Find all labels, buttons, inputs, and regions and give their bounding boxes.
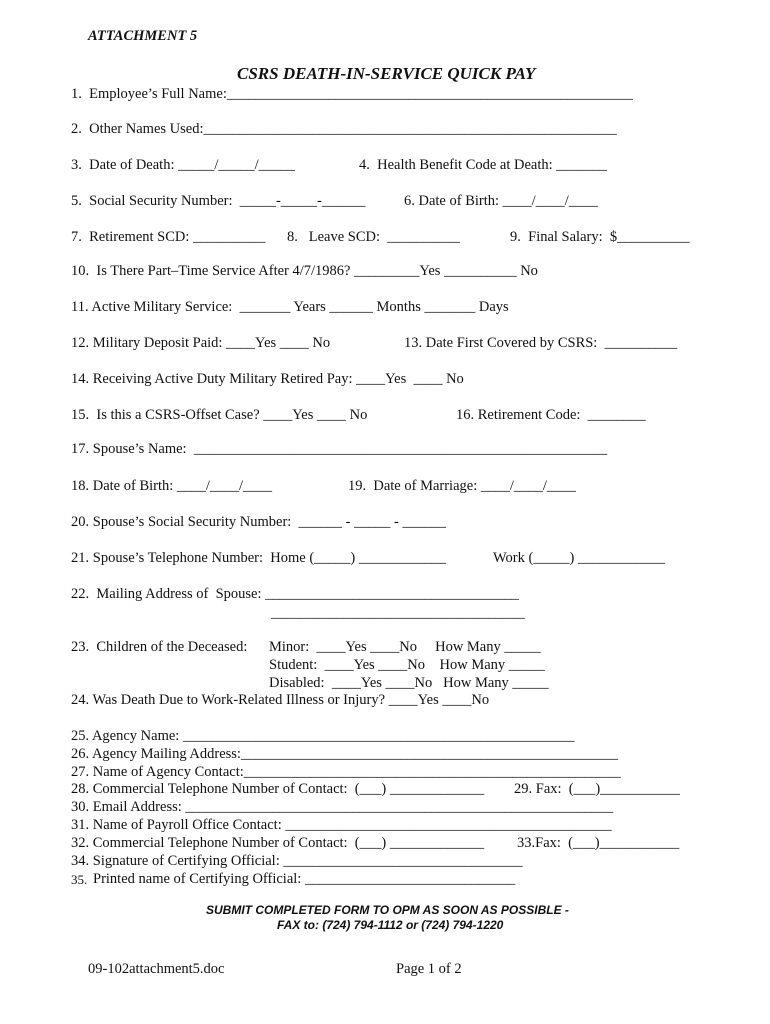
field-certifying-signature[interactable]: 34. Signature of Certifying Official: _________________________________ bbox=[71, 853, 523, 869]
fax-instruction: FAX to: (724) 794-1112 or (724) 794-1220 bbox=[277, 918, 504, 932]
field-employee-full-name[interactable]: 1. Employee’s Full Name:________________________________________________________ bbox=[71, 86, 633, 102]
field-date-of-marriage[interactable]: 19. Date of Marriage: ____/____/____ bbox=[348, 478, 576, 494]
field-agency-contact-phone[interactable]: 28. Commercial Telephone Number of Contact: (___) _____________ bbox=[71, 781, 485, 797]
footer-filename: 09-102attachment5.doc bbox=[88, 961, 225, 977]
field-children-minor[interactable]: Minor: ____Yes ____No How Many _____ bbox=[269, 639, 541, 655]
field-payroll-contact-phone[interactable]: 32. Commercial Telephone Number of Contact: (___) _____________ bbox=[71, 835, 485, 851]
attachment-label: ATTACHMENT 5 bbox=[88, 28, 198, 44]
field-date-of-birth[interactable]: 6. Date of Birth: ____/____/____ bbox=[404, 193, 598, 209]
field-children-student[interactable]: Student: ____Yes ____No How Many _____ bbox=[269, 657, 546, 673]
field-spouse-home-phone[interactable]: 21. Spouse’s Telephone Number: Home (_____) ____________ bbox=[71, 550, 446, 566]
field-health-benefit-code[interactable]: 4. Health Benefit Code at Death: _______ bbox=[359, 157, 608, 173]
children-label: 23. Children of the Deceased: bbox=[71, 639, 248, 655]
footer-page-number: Page 1 of 2 bbox=[396, 961, 462, 977]
form-title: CSRS DEATH-IN-SERVICE QUICK PAY bbox=[237, 64, 536, 83]
field-social-security-number[interactable]: 5. Social Security Number: _____-_____-______ bbox=[71, 193, 366, 209]
submit-instruction: SUBMIT COMPLETED FORM TO OPM AS SOON AS POSSIBLE - bbox=[206, 903, 569, 917]
field-military-deposit-paid[interactable]: 12. Military Deposit Paid: ____Yes ____ No bbox=[71, 335, 331, 351]
field-csrs-offset-case[interactable]: 15. Is this a CSRS-Offset Case? ____Yes ____ No bbox=[71, 407, 368, 423]
field-work-related-death[interactable]: 24. Was Death Due to Work-Related Illness or Injury? ____Yes ____No bbox=[71, 692, 490, 708]
field-leave-scd[interactable]: 8. Leave SCD: __________ bbox=[287, 229, 460, 245]
field-agency-name[interactable]: 25. Agency Name: ______________________________________________________ bbox=[71, 728, 575, 744]
field-spouse-ssn[interactable]: 20. Spouse’s Social Security Number: ______ - _____ - ______ bbox=[71, 514, 446, 530]
field-date-first-covered[interactable]: 13. Date First Covered by CSRS: __________ bbox=[404, 335, 678, 351]
field-retirement-code[interactable]: 16. Retirement Code: ________ bbox=[456, 407, 646, 423]
field-retirement-scd[interactable]: 7. Retirement SCD: __________ bbox=[71, 229, 266, 245]
field-active-military-service[interactable]: 11. Active Military Service: _______ Years ______ Months _______ Days bbox=[71, 299, 509, 315]
field-spouse-name[interactable]: 17. Spouse’s Name: _________________________________________________________ bbox=[71, 441, 608, 457]
field-agency-fax[interactable]: 29. Fax: (___)___________ bbox=[514, 781, 680, 797]
field-payroll-contact-name[interactable]: 31. Name of Payroll Office Contact: _____________________________________________ bbox=[71, 817, 612, 833]
field-35-number: 35. bbox=[71, 872, 88, 887]
field-spouse-date-of-birth[interactable]: 18. Date of Birth: ____/____/____ bbox=[71, 478, 272, 494]
field-payroll-fax[interactable]: 33.Fax: (___)___________ bbox=[517, 835, 680, 851]
field-agency-contact-name[interactable]: 27. Name of Agency Contact:____________________________________________________ bbox=[71, 764, 621, 780]
field-email-address[interactable]: 30. Email Address: ___________________________________________________________ bbox=[71, 799, 614, 815]
field-other-names-used[interactable]: 2. Other Names Used:_________________________________________________________ bbox=[71, 121, 617, 137]
field-agency-mailing-address[interactable]: 26. Agency Mailing Address:____________________________________________________ bbox=[71, 746, 618, 762]
field-final-salary[interactable]: 9. Final Salary: $__________ bbox=[510, 229, 690, 245]
field-spouse-mailing-address-line2[interactable]: ___________________________________ bbox=[271, 605, 525, 621]
field-date-of-death[interactable]: 3. Date of Death: _____/_____/_____ bbox=[71, 157, 295, 173]
field-military-retired-pay[interactable]: 14. Receiving Active Duty Military Retired Pay: ____Yes ____ No bbox=[71, 371, 464, 387]
field-certifying-printed-name[interactable]: Printed name of Certifying Official: _____________________________ bbox=[93, 871, 516, 887]
field-spouse-work-phone[interactable]: Work (_____) ____________ bbox=[493, 550, 666, 566]
field-children-disabled[interactable]: Disabled: ____Yes ____No How Many _____ bbox=[269, 675, 549, 691]
field-part-time-service[interactable]: 10. Is There Part–Time Service After 4/7/1986? _________Yes __________ No bbox=[71, 263, 538, 279]
field-spouse-mailing-address[interactable]: 22. Mailing Address of Spouse: ___________________________________ bbox=[71, 586, 519, 602]
